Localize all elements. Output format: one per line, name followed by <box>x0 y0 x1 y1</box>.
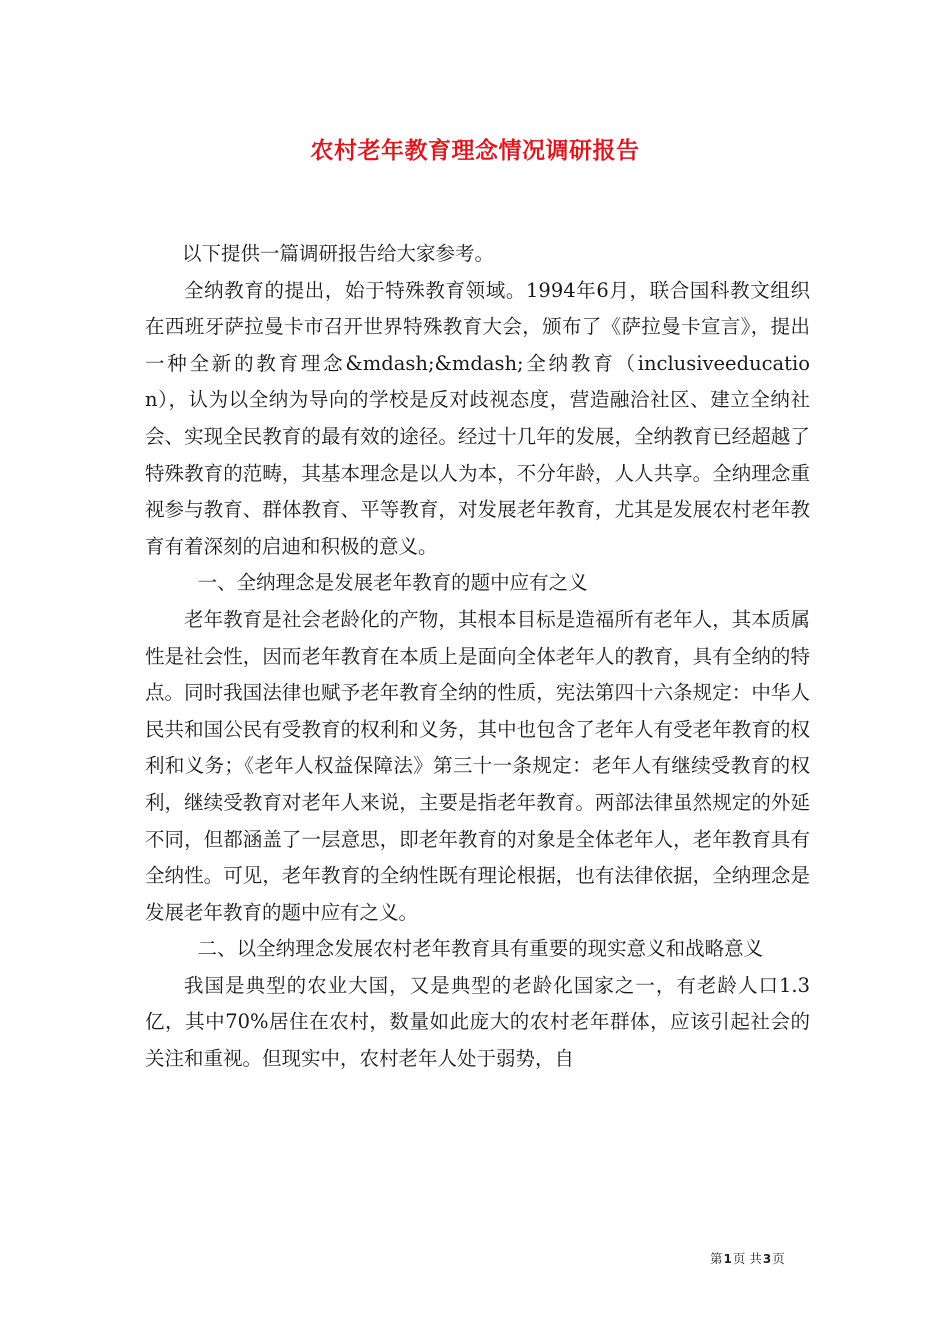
footer-suffix: 页 <box>772 1251 785 1266</box>
section-heading: 一、全纳理念是发展老年教育的题中应有之义 <box>197 571 588 595</box>
document-title: 农村老年教育理念情况调研报告 <box>310 137 640 164</box>
section-heading: 二、以全纳理念发展农村老年教育具有重要的现实意义和战略意义 <box>197 937 764 961</box>
body-paragraph: 全纳教育的提出，始于特殊教育领域。1994年6月，联合国科教文组织在西班牙萨拉曼卡市召开世界特殊教育大会，颁布了《萨拉曼卡宣言》，提出一种全新的教育理念&mdash;&mdash;全纳教育（inclusiveeducation），认为以全纳为导向的学校是反对歧视态度，营造融洽社区、建立全纳社会、实现全民教育的最有效的途径。经过十几年的发展，全纳教育已经超越了特殊教育的范畴，其基本理念是以人为本，不分年龄，人人共享。全纳理念重视参与教育、群体教育、平等教育，对发展老年教育，尤其是发展农村老年教育有着深刻的启迪和积极的意义。 <box>145 278 810 558</box>
footer-middle: 页 共 <box>732 1251 762 1266</box>
current-page-number: 1 <box>723 1252 732 1266</box>
body-paragraph: 我国是典型的农业大国，又是典型的老龄化国家之一，有老龄人口1.3亿，其中70%居住在农村，数量如此庞大的农村老年群体，应该引起社会的关注和重视。但现实中，农村老年人处于弱势，自 <box>145 973 810 1071</box>
intro-paragraph: 以下提供一篇调研报告给大家参考。 <box>182 242 495 265</box>
document-body <box>145 236 810 1078</box>
page-number-footer <box>710 1249 785 1267</box>
body-paragraph: 老年教育是社会老龄化的产物，其根本目标是造福所有老年人，其本质属性是社会性，因而老年教育在本质上是面向全体老年人的教育，具有全纳的特点。同时我国法律也赋予老年教育全纳的性质，宪法第四十六条规定：中华人民共和国公民有受教育的权利和义务，其中也包含了老年人有受老年教育的权利和义务；《老年人权益保障法》第三十一条规定：老年人有继续受教育的权利，继续受教育对老年人来说，主要是指老年教育。两部法律虽然规定的外延不同，但都涵盖了一层意思，即老年教育的对象是全体老年人，老年教育具有全纳性。可见，老年教育的全纳性既有理论根据，也有法律依据，全纳理念是发展老年教育的题中应有之义。 <box>145 607 810 924</box>
footer-prefix: 第 <box>710 1251 723 1266</box>
total-page-number: 3 <box>762 1252 772 1266</box>
